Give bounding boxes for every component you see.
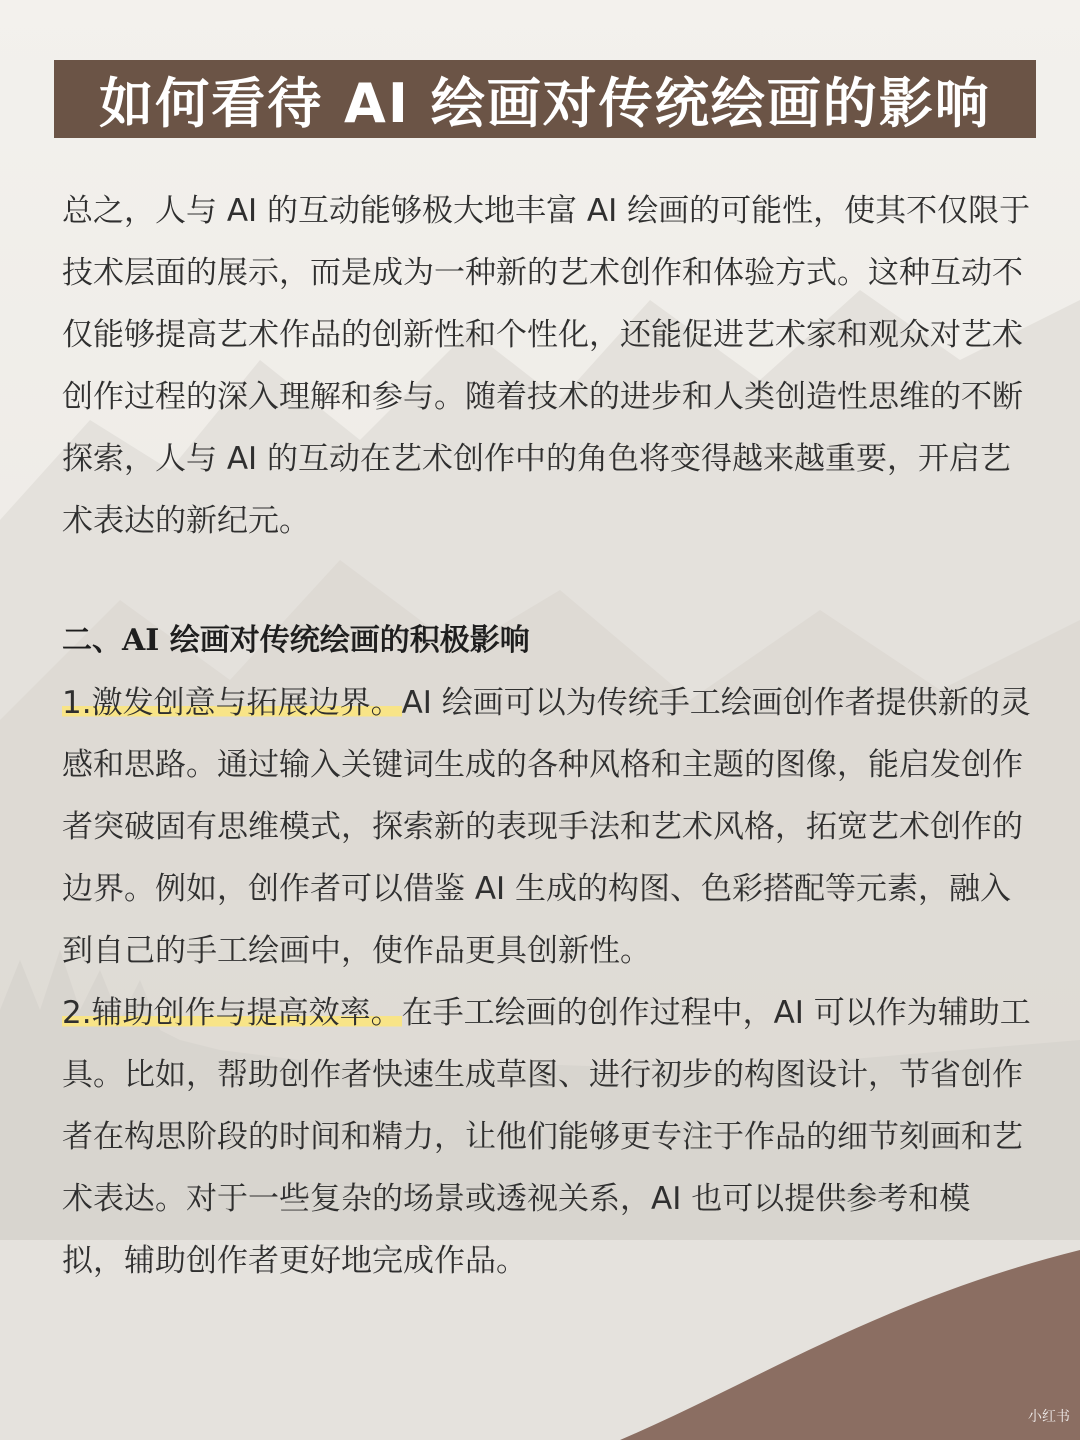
section-heading: 二、AI 绘画对传统绘画的积极影响 [62, 623, 530, 658]
article-body [62, 180, 1032, 1292]
point-2-body: 在手工绘画的创作过程中，AI 可以作为辅助工具。比如，帮助创作者快速生成草图、进行初步的构图设计，节省创作者在构思阶段的时间和精力，让他们能够更专注于作品的细节刻画和艺术表达。对于一些复杂的场景或透视关系，AI 也可以提供参考和模拟，辅助创作者更好地完成作品。 [62, 995, 1031, 1279]
point-1-body: AI 绘画可以为传统手工绘画创作者提供新的灵感和思路。通过输入关键词生成的各种风格和主题的图像，能启发创作者突破固有思维模式，探索新的表现手法和艺术风格，拓宽艺术创作的边界。例如，创作者可以借鉴 AI 生成的构图、色彩搭配等元素，融入到自己的手工绘画中，使作品更具创新性。 [62, 685, 1031, 969]
page-title: 如何看待 AI 绘画对传统绘画的影响 [54, 60, 1036, 138]
point-1 [62, 672, 1032, 982]
watermark: 小红书 [1028, 1409, 1070, 1425]
point-2-highlight: 2.辅助创作与提高效率。 [62, 995, 402, 1031]
intro-paragraph: 总之，人与 AI 的互动能够极大地丰富 AI 绘画的可能性，使其不仅限于技术层面的展示，而是成为一种新的艺术创作和体验方式。这种互动不仅能够提高艺术作品的创新性和个性化，还能促进艺术家和观众对艺术创作过程的深入理解和参与。随着技术的进步和人类创造性思维的不断探索，人与 AI 的互动在艺术创作中的角色将变得越来越重要，开启艺术表达的新纪元。 [62, 193, 1031, 539]
point-2 [62, 982, 1032, 1292]
point-1-highlight: 1.激发创意与拓展边界。 [62, 685, 402, 721]
